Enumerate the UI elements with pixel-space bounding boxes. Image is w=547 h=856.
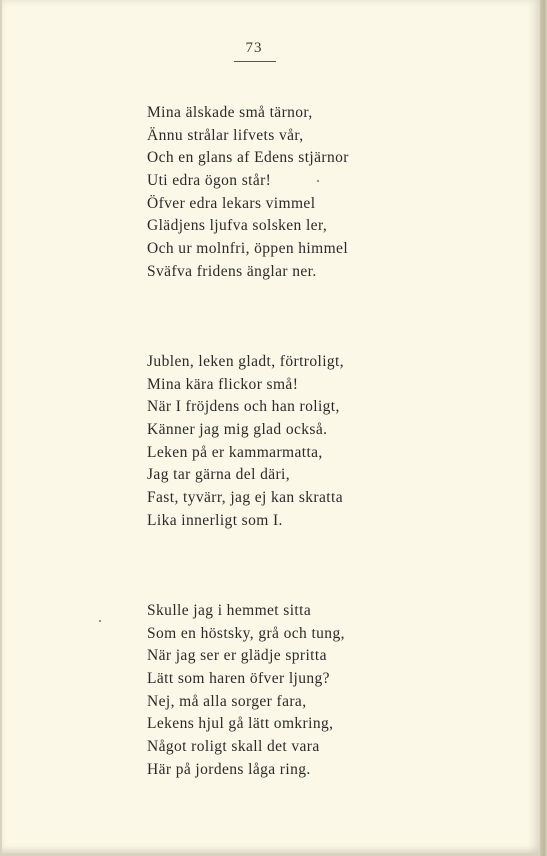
verse-line: Jublen, leken gladt, förtroligt, xyxy=(147,353,345,370)
verse-line: Sväfva fridens änglar ner. xyxy=(147,262,317,280)
verse-line: Och ur molnfri, öppen himmel xyxy=(147,240,349,258)
paper-speck xyxy=(99,620,101,622)
page-edge xyxy=(540,0,547,856)
stanza-1 xyxy=(147,102,349,284)
paper-speck xyxy=(317,180,319,182)
verse-line: Glädjens ljufva solsken ler, xyxy=(147,217,328,235)
verse-line: Ännu strålar lifvets vår, xyxy=(147,126,304,144)
verse-line: När jag ser er glädje spritta xyxy=(147,647,327,665)
verse-line: När I fröjdens och han roligt, xyxy=(147,398,340,416)
page-number-rule xyxy=(234,61,276,62)
verse-line: Känner jag mig glad också. xyxy=(147,421,328,439)
verse-line: Mina älskade små tärnor, xyxy=(147,104,313,121)
verse-line: Mina kära flickor små! xyxy=(147,375,299,393)
verse-line: Här på jordens låga ring. xyxy=(147,760,311,778)
verse-line: Lätt som haren öfver ljung? xyxy=(147,670,330,688)
stanza-2 xyxy=(147,351,344,533)
book-page xyxy=(2,0,540,853)
verse-line: Något roligt skall det vara xyxy=(147,738,320,756)
verse-line: Jag tar gärna del däri, xyxy=(147,466,291,484)
verse-line: Uti edra ögon står! xyxy=(147,172,272,190)
verse-line: Nej, må alla sorger fara, xyxy=(147,692,307,710)
verse-line: Öfver edra lekars vimmel xyxy=(147,194,316,212)
page-number: 73 xyxy=(245,40,263,56)
verse-line: Leken på er kammarmatta, xyxy=(147,443,323,461)
stanza-3 xyxy=(147,600,345,782)
verse-line: Och en glans af Edens stjärnor xyxy=(147,149,349,167)
verse-line: Som en höstsky, grå och tung, xyxy=(147,624,345,642)
verse-line: Lekens hjul gå lätt omkring, xyxy=(147,715,334,733)
verse-line: Lika innerligt som I. xyxy=(147,511,283,529)
verse-line: Fast, tyvärr, jag ej kan skratta xyxy=(147,489,343,507)
verse-line: Skulle jag i hemmet sitta xyxy=(147,602,312,619)
